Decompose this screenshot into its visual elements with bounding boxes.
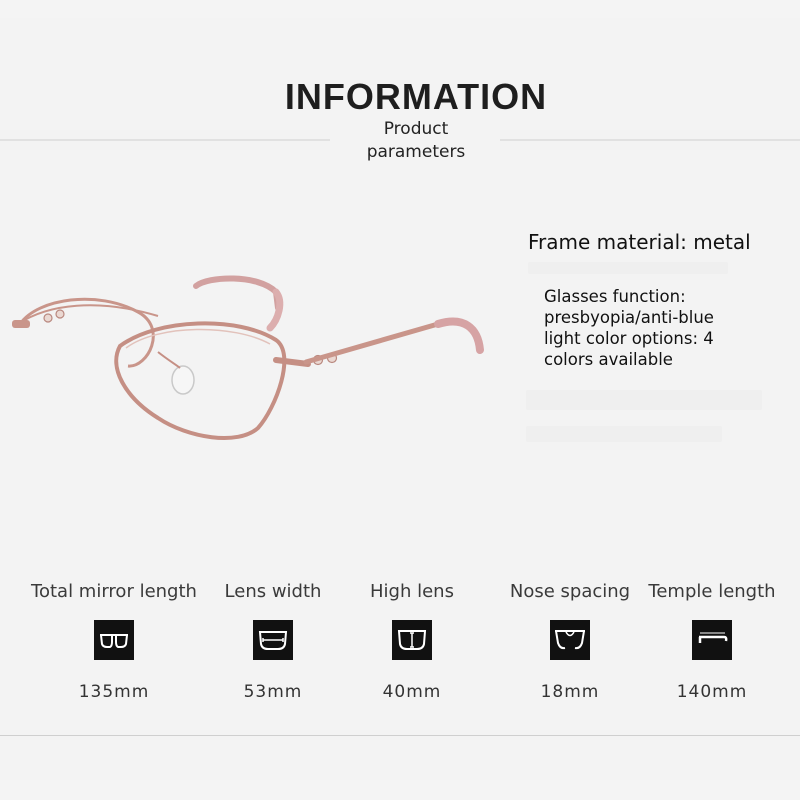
spec-nose-spacing bbox=[500, 578, 640, 702]
function-line: light color options: 4 bbox=[544, 329, 714, 348]
spec-label: Temple length bbox=[648, 581, 776, 602]
nose-pad bbox=[172, 366, 194, 394]
subtitle-line-2: parameters bbox=[366, 142, 466, 162]
lens-height-icon bbox=[392, 620, 432, 660]
placeholder-bar bbox=[526, 390, 762, 410]
glasses-front-icon bbox=[94, 620, 134, 660]
bridge-jewel bbox=[44, 314, 52, 322]
spec-label: Nose spacing bbox=[509, 581, 631, 602]
spec-label: Lens width bbox=[224, 581, 322, 602]
spec-label: Total mirror length bbox=[31, 581, 197, 602]
page-title: INFORMATION bbox=[284, 76, 548, 117]
near-hinge bbox=[276, 360, 308, 364]
frame-material-text: Frame material: metal bbox=[528, 230, 751, 254]
temple-icon bbox=[692, 620, 732, 660]
glasses-product-image bbox=[8, 268, 508, 448]
far-temple-arm bbox=[196, 278, 278, 308]
bottom-divider bbox=[0, 735, 800, 736]
near-temple-tip bbox=[438, 322, 480, 350]
subtitle-line-1: Product bbox=[383, 119, 449, 139]
placeholder-bar bbox=[526, 426, 722, 442]
spec-value: 53mm bbox=[243, 682, 303, 702]
function-line: Glasses function: bbox=[544, 287, 686, 306]
bridge-jewel bbox=[56, 310, 64, 318]
spec-total-mirror-length bbox=[24, 578, 204, 702]
nose-pad-arm bbox=[158, 352, 180, 368]
page-subtitle bbox=[0, 118, 800, 164]
left-hinge bbox=[12, 320, 30, 328]
spec-value: 40mm bbox=[382, 682, 442, 702]
spec-value: 18mm bbox=[540, 682, 600, 702]
function-line: colors available bbox=[544, 350, 673, 369]
spec-high-lens bbox=[352, 578, 472, 702]
spec-value: 135mm bbox=[78, 682, 150, 702]
function-line: presbyopia/anti-blue bbox=[544, 308, 714, 327]
lens-width-icon bbox=[253, 620, 293, 660]
nose-bridge-icon bbox=[550, 620, 590, 660]
near-temple-arm bbox=[306, 324, 438, 362]
spec-label: High lens bbox=[370, 581, 454, 602]
spec-value: 140mm bbox=[676, 682, 748, 702]
near-lens-rim bbox=[116, 323, 284, 438]
placeholder-bar bbox=[528, 262, 728, 274]
spec-temple-length bbox=[640, 578, 784, 702]
spec-lens-width bbox=[210, 578, 336, 702]
glasses-function-text bbox=[544, 286, 784, 370]
